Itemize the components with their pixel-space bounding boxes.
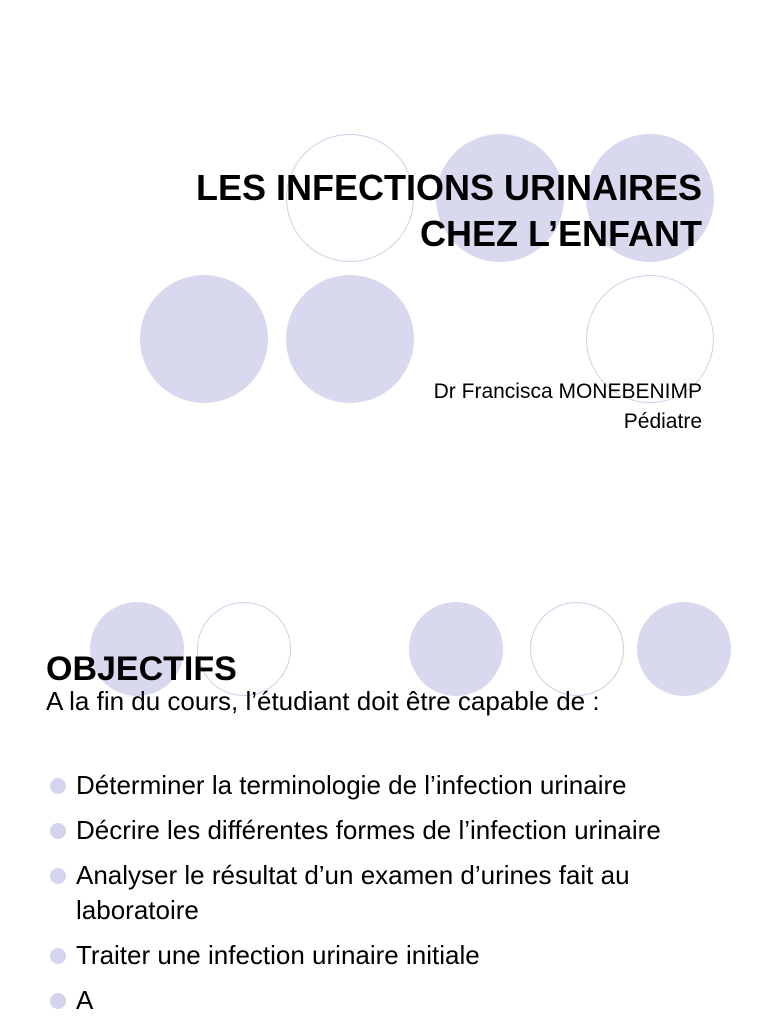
objectives-slide [0, 580, 768, 1024]
decorative-circle-outline [530, 602, 624, 696]
decorative-circle-filled [286, 275, 414, 403]
bullet-icon [50, 778, 66, 794]
list-item [46, 983, 736, 1018]
bullet-icon [50, 823, 66, 839]
list-item [46, 858, 736, 928]
list-item-text: Analyser le résultat d’un examen d’urines fait au laboratoire [76, 860, 630, 925]
decorative-circle-filled [409, 602, 503, 696]
title-line-1: LES INFECTIONS URINAIRES [195, 167, 702, 208]
bullet-icon [50, 993, 66, 1009]
author-name: Dr Francisca MONEBENIMP [433, 380, 702, 403]
title-line-2: CHEZ L’ENFANT [419, 213, 702, 254]
presentation-title [196, 165, 702, 257]
list-item-text: A [76, 985, 94, 1015]
list-item [46, 768, 736, 803]
author-role: Pédiatre [623, 410, 702, 433]
objectives-list [46, 768, 736, 1024]
list-item-text: Traiter une infection urinaire initiale [76, 940, 480, 970]
objectives-title: OBJECTIFS [46, 650, 237, 688]
list-item-text: Décrire les différentes formes de l’infection urinaire [76, 815, 661, 845]
author-block [434, 377, 702, 437]
bullet-icon [50, 868, 66, 884]
list-item [46, 938, 736, 973]
list-item-text: Déterminer la terminologie de l’infection urinaire [76, 770, 627, 800]
objectives-intro: A la fin du cours, l’étudiant doit être capable de : [46, 686, 600, 716]
decorative-circle-filled [637, 602, 731, 696]
decorative-circle-filled [140, 275, 268, 403]
bullet-icon [50, 948, 66, 964]
list-item [46, 813, 736, 848]
